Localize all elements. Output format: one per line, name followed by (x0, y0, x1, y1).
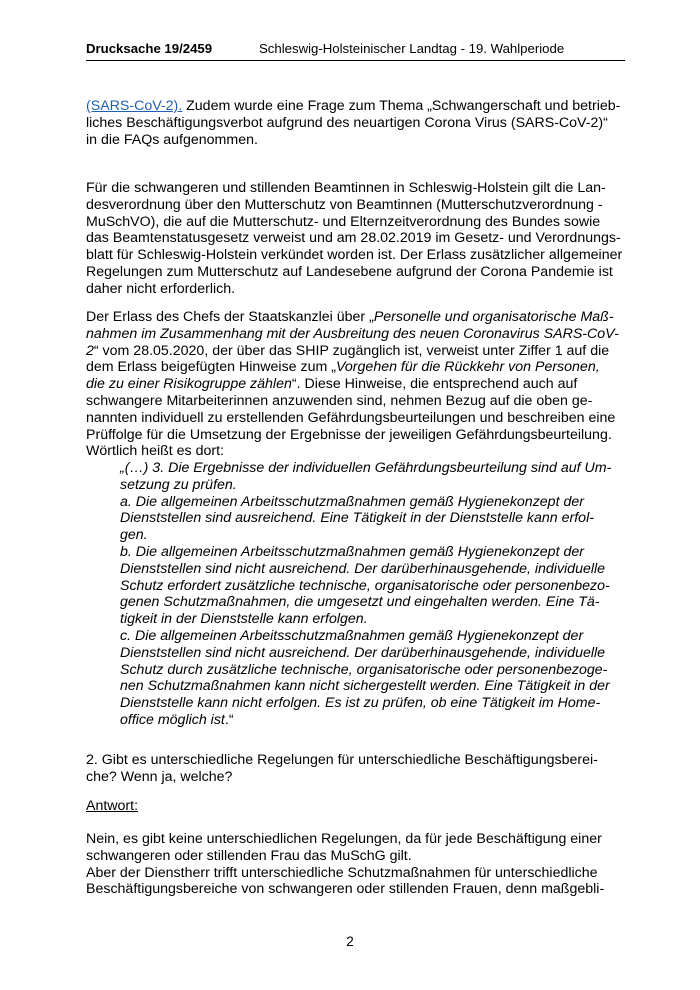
paragraph-civil-servants: Für die schwangeren und stillenden Beamtinnen in Schleswig-Holstein gilt die Lan- desverordnung über den Mutterschutz von Beamtinnen (Mutterschutzverordnung - MuSchVO), die auf die Mutterschutz- und Elternzeitverordnung des Bundes sowie das Beamtenstatusgesetz verweist und am 28.02.2019 im Gesetz- und Verordnungs- blatt für Schleswig-Holstein verkündet worden ist. Der Erlass zusätzlicher allgemeiner Regelungen zum Mutterschutz auf Landesebene aufgrund der Corona Pandemie ist daher nicht erforderlich. (86, 180, 623, 297)
question-2: 2. Gibt es unterschiedliche Regelungen für unterschiedliche Beschäftigungsberei- che? Wenn ja, welche? (86, 752, 598, 785)
sars-cov-2-link[interactable]: (SARS-CoV-2). (86, 98, 183, 114)
parliament-title: Schleswig-Holsteinischer Landtag - 19. Wahlperiode (259, 41, 565, 56)
paragraph-decree: Der Erlass des Chefs der Staatskanzlei über „Personelle und organisatorische Maß- nahmen im Zusammenhang mit der Ausbreitung des neuen Coronavirus SARS-CoV- 2“ vom 28.05.2020, der über das SHIP zugänglich ist, verweist unter Ziffer 1 auf die dem Erlass beigefügten Hinweise zum „Vorgehen für die Rückkehr von Personen, die zu einer Risikogruppe zählen“. Diese Hinweise, die entsprechend auch auf schwangere Mitarbeiterinnen anzuwenden sind, nehmen Bezug auf die oben ge- nannten individuell zu erstellenden Gefährdungsbeurteilungen und beschreiben eine Prüffolge für die Umsetzung der Ergebnisse der jeweiligen Gefährdungsbeurteilung. Wörtlich heißt es dort: (86, 309, 619, 460)
quoted-instructions: „(…) 3. Die Ergebnisse der individuellen Gefährdungsbeurteilung sind auf Um- setzung zu prüfen. a. Die allgemeinen Arbeitsschutzmaßnahmen gemäß Hygienekonzept der Dienststellen sind ausreichend. Eine Tätigkeit in der Dienststelle kann erfol- gen. b. Die allgemeinen Arbeitsschutzmaßnahmen gemäß Hygienekonzept der Dienststellen sind nicht ausreichend. Der darüberhinausgehende, individuelle Schutz erfordert zusätzliche technische, organisatorische oder personenbezo- genen Schutzmaßnahmen, die umgesetzt und eingehalten werden. Eine Tä- tigkeit in der Dienststelle kann erfolgen. c. Die allgemeinen Arbeitsschutzmaßnahmen gemäß Hygienekonzept der Dienststellen sind nicht ausreichend. Der darüberhinausgehende, individuelle Schutz durch zusätzliche technische, organisatorische oder personenbezoge- nen Schutzmaßnahmen kann nicht sichergestellt werden. Eine Tätigkeit in der Dienststelle kann nicht erfolgen. Es ist zu prüfen, ob eine Tätigkeit im Home- office möglich ist.“ (120, 460, 612, 728)
document-number: Drucksache 19/2459 (86, 41, 213, 56)
answer-label: Antwort: (86, 798, 139, 814)
paragraph-faq: (SARS-CoV-2). Zudem wurde eine Frage zum Thema „Schwangerschaft und betrieb- liches Beschäftigungsverbot aufgrund des neuartigen Corona Virus (SARS-CoV-2)“ in die FAQs aufgenommen. (86, 98, 621, 148)
page-header (86, 40, 625, 61)
paragraph-answer: Nein, es gibt keine unterschiedlichen Regelungen, da für jede Beschäftigung einer schwangeren oder stillenden Frau das MuSchG gilt. Aber der Dienstherr trifft unterschiedliche Schutzmaßnahmen für unterschiedliche Beschäftigungsbereiche von schwangeren oder stillenden Frauen, denn maßgebli- (86, 831, 605, 898)
page-number: 2 (346, 934, 354, 949)
